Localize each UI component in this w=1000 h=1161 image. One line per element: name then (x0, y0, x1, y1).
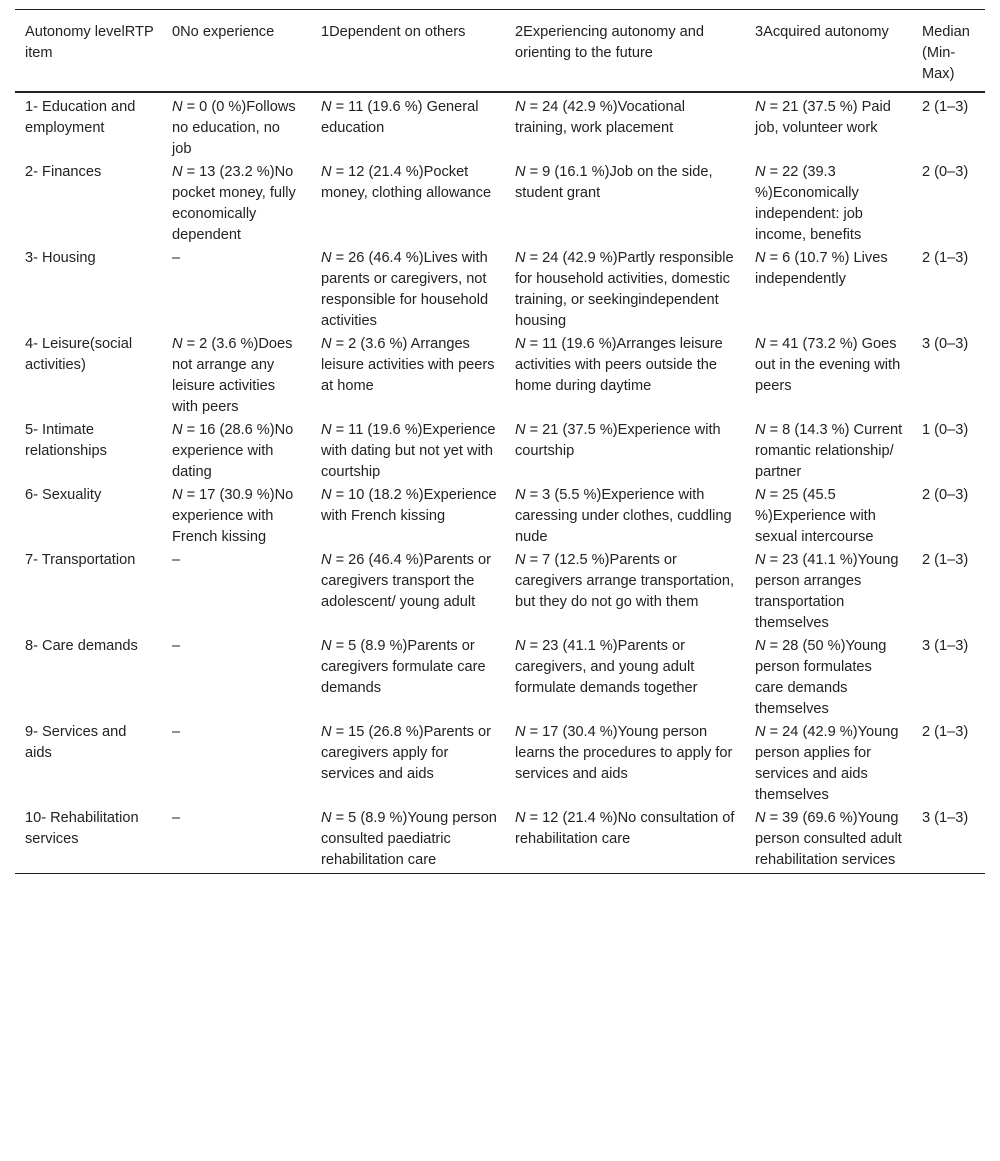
n-label: N (755, 638, 766, 654)
cell-text: = 11 (19.6 %)Arranges leisure activities with peers outside the home during daytime (515, 336, 723, 394)
cell-median: 3 (1–3) (922, 638, 969, 654)
table-container (15, 9, 985, 874)
cell-level-3 (745, 548, 912, 634)
cell-level-3 (745, 806, 912, 874)
row-item-label: 10- Rehabilitation services (15, 806, 162, 874)
n-label: N (321, 164, 332, 180)
n-label: N (172, 336, 183, 352)
cell-text: = 15 (26.8 %)Parents or caregivers apply for services and aids (321, 724, 491, 782)
cell-level-3 (745, 160, 912, 246)
cell-text: = 28 (50 %)Young person formulates care demands themselves (755, 638, 887, 717)
cell-text: = 7 (12.5 %)Parents or caregivers arrange transportation, but they do not go with them (515, 552, 735, 610)
cell-text: = 11 (19.6 %) General education (321, 99, 479, 136)
cell-level-0 (162, 92, 311, 160)
row-item-label: 7- Transportation (25, 552, 136, 568)
n-label: N (755, 99, 766, 115)
cell-level-3 (745, 418, 912, 483)
cell-level-3 (745, 483, 912, 548)
cell-text: = 8 (14.3 %) Current romantic relationship/ partner (755, 422, 903, 480)
cell-text: = 9 (16.1 %)Job on the side, student grant (515, 164, 713, 201)
cell-text: = 26 (46.4 %)Lives with parents or caregivers, not responsible for household activities (321, 250, 489, 329)
cell-level-2 (505, 92, 745, 160)
cell-level-0 (162, 806, 311, 874)
row-item-label: 3- Housing (25, 250, 96, 266)
header-item: Autonomy levelRTP item (15, 10, 162, 93)
header-row (15, 10, 985, 93)
n-label: N (755, 487, 766, 503)
cell-level-1 (311, 548, 505, 634)
table-row (15, 418, 985, 483)
cell-level-2 (505, 418, 745, 483)
cell-text: = 21 (37.5 %)Experience with courtship (515, 422, 721, 459)
row-item-label: 8- Care demands (25, 638, 138, 654)
cell-text: = 11 (19.6 %)Experience with dating but not yet with courtship (321, 422, 496, 480)
n-label: N (515, 487, 526, 503)
n-label: N (172, 99, 183, 115)
cell-text: = 41 (73.2 %) Goes out in the evening with peers (755, 336, 901, 394)
cell-text: = 22 (39.3 %)Economically independent: job income, benefits (755, 164, 863, 243)
n-label: N (321, 724, 332, 740)
n-label: N (755, 552, 766, 568)
cell-text: = 26 (46.4 %)Parents or caregivers transport the adolescent/ young adult (321, 552, 491, 610)
cell-text: = 3 (5.5 %)Experience with caressing under clothes, cuddling nude (515, 487, 732, 545)
cell-median: 2 (0–3) (922, 487, 969, 503)
table-row (15, 548, 985, 634)
header-median: Median (Min-Max) (912, 10, 985, 93)
cell-text: = 2 (3.6 %)Does not arrange any leisure activities with peers (172, 336, 293, 415)
cell-text: = 17 (30.9 %)No experience with French kissing (172, 487, 294, 545)
n-label: N (321, 552, 332, 568)
cell-text: = 24 (42.9 %)Partly responsible for household activities, domestic training, or seekingindependent housing (515, 250, 734, 329)
row-item-label: 5- Intimate relationships (25, 422, 107, 459)
n-label: N (172, 164, 183, 180)
row-item-label: 1- Education and employment (25, 99, 136, 136)
table-row (15, 483, 985, 548)
n-label: N (755, 724, 766, 740)
cell-median: 3 (1–3) (912, 806, 985, 874)
cell-level-2 (505, 246, 745, 332)
cell-level-1 (311, 720, 505, 806)
cell-text: = 24 (42.9 %)Vocational training, work placement (515, 99, 685, 136)
n-label: N (321, 487, 332, 503)
n-label: N (755, 810, 766, 826)
n-label: N (755, 250, 766, 266)
cell-level-3 (745, 634, 912, 720)
table-row (15, 634, 985, 720)
cell-level-1 (311, 92, 505, 160)
table-row (15, 806, 985, 874)
cell-level-0 (162, 160, 311, 246)
cell-text: = 39 (69.6 %)Young person consulted adult rehabilitation services (755, 810, 902, 868)
n-label: N (321, 336, 332, 352)
cell-median: 2 (1–3) (922, 99, 969, 115)
n-label: N (321, 250, 332, 266)
cell-text: = 21 (37.5 %) Paid job, volunteer work (755, 99, 891, 136)
cell-median: 1 (0–3) (922, 422, 969, 438)
n-label: N (515, 164, 526, 180)
cell-level-0 (162, 548, 311, 634)
header-level-3: 3Acquired autonomy (745, 10, 912, 93)
row-item-label: 9- Services and aids (25, 724, 127, 761)
cell-text: – (172, 638, 181, 654)
cell-text: = 5 (8.9 %)Parents or caregivers formulate care demands (321, 638, 486, 696)
row-item-label: 6- Sexuality (25, 487, 102, 503)
n-label: N (321, 810, 332, 826)
cell-text: = 23 (41.1 %)Young person arranges transportation themselves (755, 552, 899, 631)
cell-level-1 (311, 418, 505, 483)
n-label: N (515, 422, 526, 438)
cell-median: 3 (0–3) (922, 336, 969, 352)
cell-level-3 (745, 92, 912, 160)
n-label: N (321, 638, 332, 654)
cell-level-2 (505, 483, 745, 548)
table-row (15, 92, 985, 160)
header-level-1: 1Dependent on others (311, 10, 505, 93)
cell-level-1 (311, 160, 505, 246)
cell-level-0 (162, 418, 311, 483)
cell-text: – (172, 250, 181, 266)
cell-level-1 (311, 634, 505, 720)
cell-level-1 (311, 483, 505, 548)
cell-text: = 16 (28.6 %)No experience with dating (172, 422, 294, 480)
n-label: N (515, 724, 526, 740)
cell-text: = 5 (8.9 %)Young person consulted paediatric rehabilitation care (321, 810, 497, 868)
cell-text: = 2 (3.6 %) Arranges leisure activities with peers at home (321, 336, 495, 394)
n-label: N (755, 422, 766, 438)
header-level-0: 0No experience (162, 10, 311, 93)
row-item-label: 2- Finances (25, 164, 102, 180)
cell-level-1 (311, 332, 505, 418)
n-label: N (515, 552, 526, 568)
cell-level-1 (311, 806, 505, 874)
cell-text: – (172, 810, 181, 826)
cell-median: 2 (1–3) (922, 250, 969, 266)
table-row (15, 332, 985, 418)
table-row (15, 246, 985, 332)
n-label: N (515, 336, 526, 352)
n-label: N (755, 164, 766, 180)
cell-text: = 25 (45.5 %)Experience with sexual intercourse (755, 487, 876, 545)
cell-level-2 (505, 634, 745, 720)
cell-text: = 6 (10.7 %) Lives independently (755, 250, 888, 287)
n-label: N (515, 638, 526, 654)
cell-text: = 13 (23.2 %)No pocket money, fully economically dependent (172, 164, 296, 243)
cell-text: – (172, 724, 181, 740)
cell-median: 2 (0–3) (922, 164, 969, 180)
n-label: N (172, 422, 183, 438)
cell-text: = 12 (21.4 %)Pocket money, clothing allowance (321, 164, 492, 201)
n-label: N (515, 250, 526, 266)
cell-level-2 (505, 806, 745, 874)
cell-text: = 10 (18.2 %)Experience with French kissing (321, 487, 497, 524)
cell-level-1 (311, 246, 505, 332)
header-level-2: 2Experiencing autonomy and orienting to the future (505, 10, 745, 93)
row-item-label: 4- Leisure(social activities) (25, 336, 133, 373)
cell-level-0 (162, 332, 311, 418)
cell-level-2 (505, 332, 745, 418)
cell-level-2 (505, 160, 745, 246)
cell-level-2 (505, 720, 745, 806)
cell-text: = 0 (0 %)Follows no education, no job (172, 99, 296, 157)
cell-level-2 (505, 548, 745, 634)
cell-text: = 23 (41.1 %)Parents or caregivers, and young adult formulate demands together (515, 638, 698, 696)
cell-level-0 (162, 720, 311, 806)
cell-median: 2 (1–3) (922, 724, 969, 740)
cell-level-3 (745, 246, 912, 332)
cell-text: = 24 (42.9 %)Young person applies for services and aids themselves (755, 724, 899, 803)
autonomy-table (15, 9, 985, 874)
cell-level-3 (745, 720, 912, 806)
n-label: N (515, 99, 526, 115)
n-label: N (321, 422, 332, 438)
table-row (15, 720, 985, 806)
cell-level-0 (162, 246, 311, 332)
n-label: N (321, 99, 332, 115)
table-row (15, 160, 985, 246)
cell-level-0 (162, 483, 311, 548)
n-label: N (755, 336, 766, 352)
cell-median: 2 (1–3) (922, 552, 969, 568)
n-label: N (515, 810, 526, 826)
cell-text: = 17 (30.4 %)Young person learns the procedures to apply for services and aids (515, 724, 733, 782)
cell-level-3 (745, 332, 912, 418)
n-label: N (172, 487, 183, 503)
cell-text: = 12 (21.4 %)No consultation of rehabilitation care (515, 810, 735, 847)
cell-text: – (172, 552, 181, 568)
cell-level-0 (162, 634, 311, 720)
